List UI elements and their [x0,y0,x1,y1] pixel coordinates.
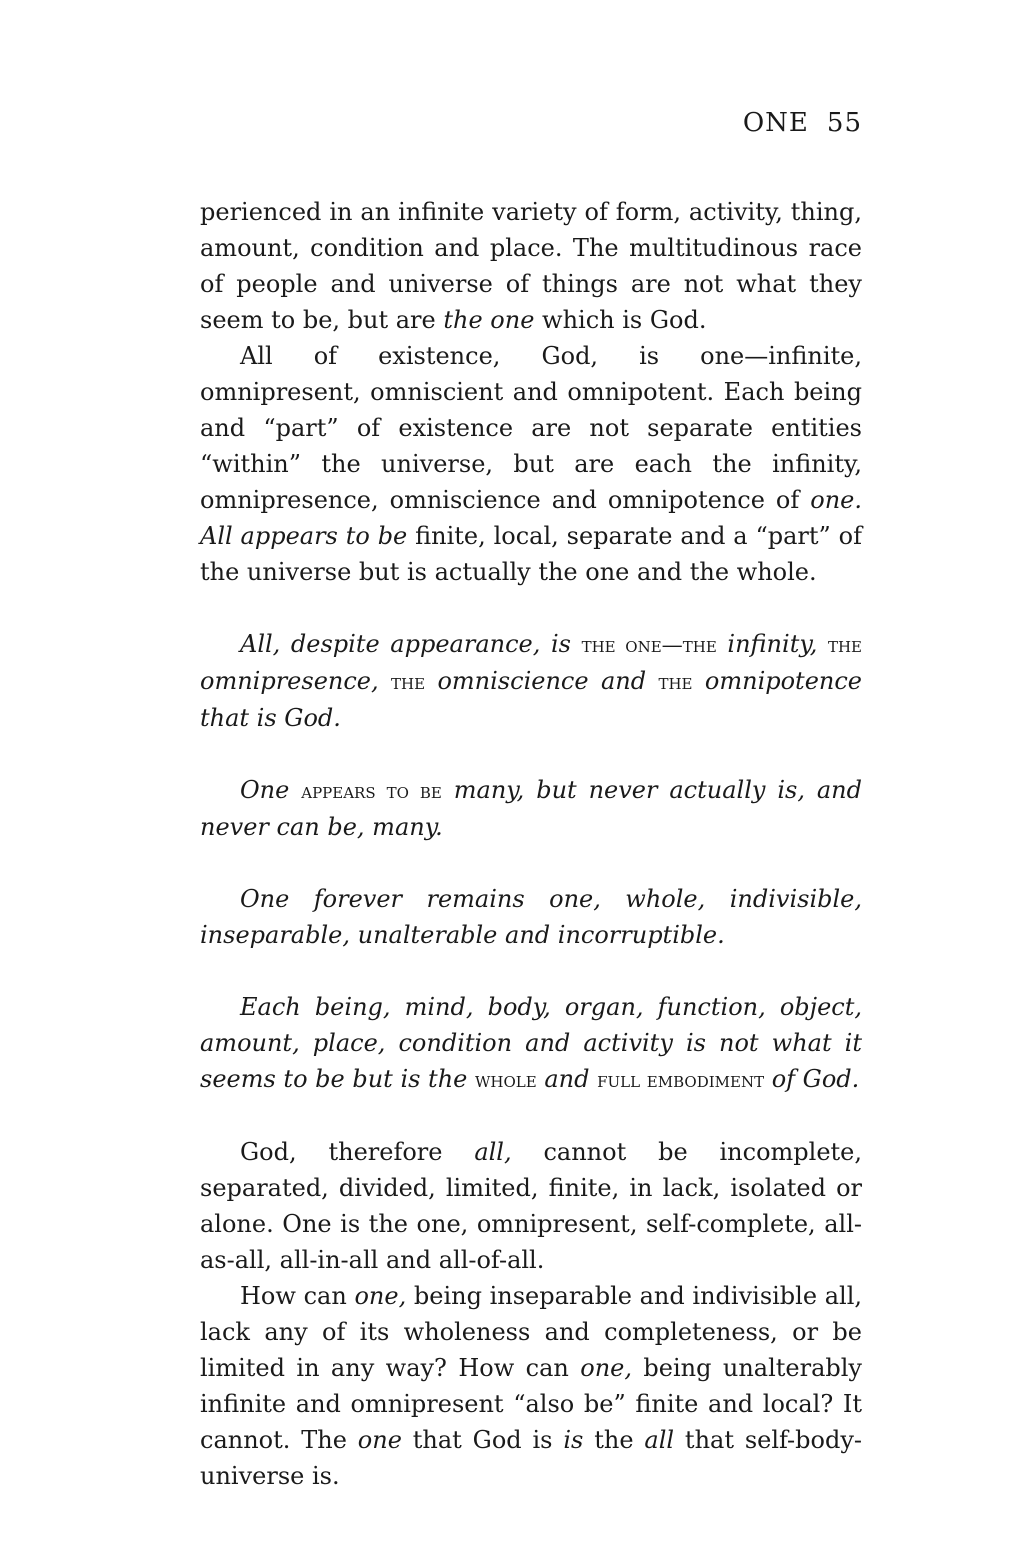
text-run: being inseparable and indivisible all, lack any of its wholeness and completeness, or be limited in any way? How can [200,1282,862,1382]
small-caps-run: whole [475,1067,537,1092]
page-number: 55 [826,108,862,138]
text-run: being unalterably infinite and omnipresent “also be” finite and local? It cannot. The [200,1354,862,1454]
body-text [200,194,862,1494]
text-run: the [583,1426,645,1454]
text-run: cannot be incomplete, separated, divided, limited, finite, in lack, isolated or alone. One is the one, omnipresent, self-complete, all-as-all, all-in-all and all-of-all. [200,1138,862,1274]
italic-statement-2 [200,772,862,845]
chapter-title: ONE [742,108,809,138]
text-run: which is God. [534,306,707,334]
small-caps-run: the [658,669,693,694]
text-run: All of existence, God, is one—infinite, omnipresent, omniscient and omnipotent. Each being and “part” of existence are not separate entities “within” the universe, but are each the infinity, omnipresence, omniscience and omnipotence of [200,342,862,514]
text-run: omniscience and [425,667,659,695]
book-page [200,0,862,1562]
text-run: omnipotence that is God. [200,667,863,732]
text-run: One [240,776,302,804]
italic-run: all [644,1426,675,1454]
text-run: and [536,1065,598,1093]
text-run: All, despite appearance, is [240,630,582,658]
paragraph-3 [200,1134,862,1278]
text-run: One forever remains one, whole, indivisible, inseparable, unalterable and incorruptible. [200,885,862,949]
running-head [743,108,862,138]
text-run: many, but never actually is, and never can be, many. [200,776,862,841]
paragraph-2 [200,338,862,590]
italic-run: the one [443,306,535,334]
italic-statement-1 [200,626,862,736]
text-run: infinity, [716,630,828,658]
italic-run: one, [580,1354,632,1382]
text-run: perienced in an infinite variety of form, activity, thing, amount, condition and place. The multitudinous race of people and universe of things are not what they seem to be, but are [200,198,862,334]
small-caps-run: the [827,632,862,657]
small-caps-run: the one—the [581,632,717,657]
text-run: God, therefore [240,1138,475,1166]
italic-run: one [357,1426,402,1454]
italic-run: one, [354,1282,407,1310]
text-run: that self-body-universe is. [200,1426,863,1490]
small-caps-run: the [391,669,426,694]
text-run: of God. [764,1065,860,1093]
italic-statement-4 [200,989,862,1098]
italic-run: is [563,1426,584,1454]
text-run: finite, local, separate and a “part” of the universe but is actually the one and the whole. [200,522,862,586]
italic-run: all, [474,1138,512,1166]
text-run: omnipresence, [200,667,392,695]
paragraph-4 [200,1278,862,1494]
italic-run: one. All appears to be [200,486,862,550]
small-caps-run: appears to be [301,778,442,803]
italic-statement-3 [200,881,862,953]
text-run: How can [240,1282,355,1310]
paragraph-1 [200,194,862,338]
small-caps-run: full embodiment [597,1067,765,1092]
text-run: Each being, mind, body, organ, function, object, amount, place, condition and activity is not what it seems to be but is the [200,993,862,1093]
text-run: that God is [401,1426,564,1454]
